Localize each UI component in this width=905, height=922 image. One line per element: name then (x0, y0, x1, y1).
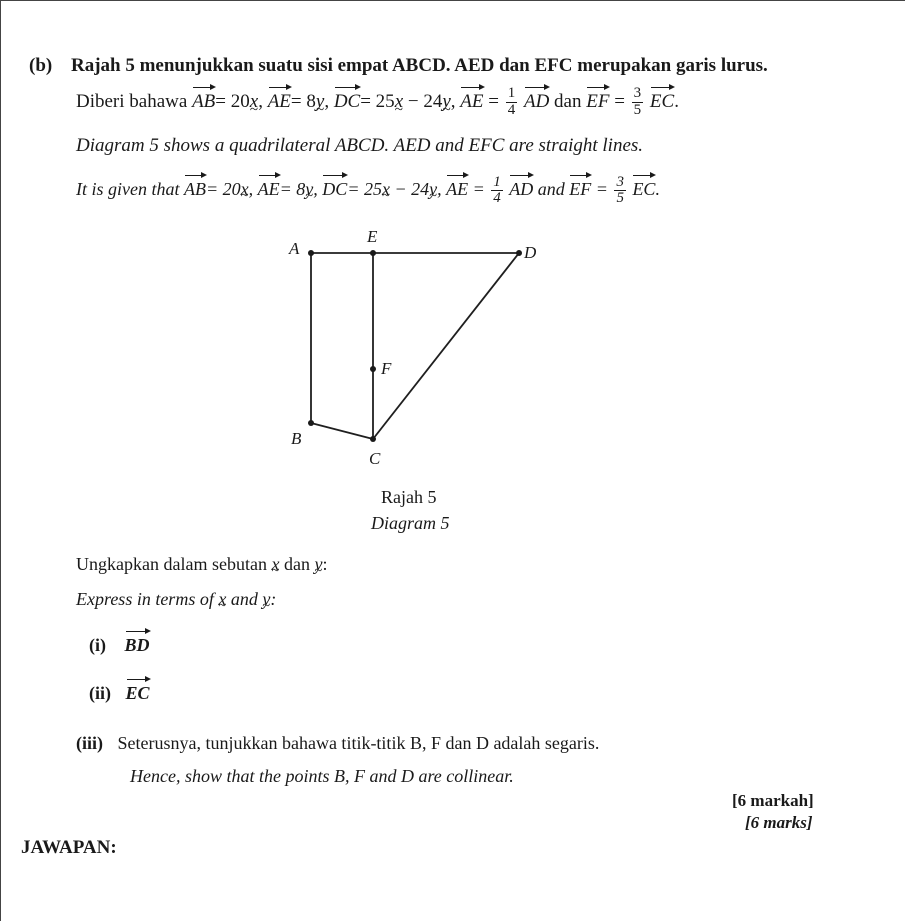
intro-en-text: Diagram 5 shows a quadrilateral ABCD. AED and EFC are straight lines. (76, 135, 644, 156)
point-c (370, 436, 376, 442)
colon: : (270, 589, 277, 609)
vector-ab: AB (192, 85, 215, 113)
var-y: y ~ (314, 554, 322, 575)
part-ii (89, 677, 150, 704)
vector-ec: EC (632, 173, 655, 200)
vector-bd: BD (125, 629, 150, 656)
minus-24: − 24 (403, 91, 443, 112)
label-f: F (381, 359, 392, 378)
equals: = (488, 91, 499, 112)
point-b (308, 420, 314, 426)
coef-dc: = 25 (360, 91, 395, 112)
express-ms (76, 554, 327, 575)
var-y: y ~ (305, 179, 313, 200)
line-dc (373, 253, 519, 439)
label-a: A (289, 239, 300, 258)
vector-ec: EC (126, 677, 150, 704)
vector-dc: DC (334, 85, 360, 113)
vector-ad: AD (524, 85, 549, 113)
part-label: (b) (29, 55, 53, 76)
vector-ad: AD (509, 173, 533, 200)
intro-ms-text: Rajah 5 menunjukkan suatu sisi empat ABCD. AED dan EFC merupakan garis lurus. (70, 55, 768, 76)
equals: = (595, 179, 608, 199)
comma: , (258, 91, 268, 112)
var-y: y ~ (429, 179, 437, 200)
var-x: x ~ (218, 589, 226, 610)
part-iii-number: (iii) (76, 733, 103, 753)
period: . (655, 179, 660, 199)
coef-ae: = 8 (290, 91, 316, 112)
fraction-three-fifths: $\frac{3}{5}$ (616, 173, 624, 207)
var-y: y ~ (262, 589, 270, 610)
express-ms-lead: Ungkapkan dalam sebutan (76, 554, 267, 574)
fraction-one-quarter: $\frac{1}{4}$ (507, 85, 516, 119)
coef-ab: = 20 (205, 179, 241, 199)
period: . (674, 91, 679, 112)
colon: : (322, 554, 328, 574)
comma: , (437, 179, 447, 199)
vector-ae: AE (446, 173, 468, 200)
var-y: y ~ (442, 91, 450, 113)
label-d: D (524, 243, 537, 262)
var-x: x ~ (271, 554, 279, 575)
point-a (308, 250, 314, 256)
part-i-number: (i) (89, 635, 106, 655)
comma: , (324, 91, 334, 112)
point-f (370, 366, 376, 372)
vector-ec: EC (650, 85, 674, 113)
vector-ef: EF (569, 173, 591, 200)
express-en (76, 589, 276, 610)
var-x: x ~ (382, 179, 390, 200)
marks-ms: [6 markah] (732, 791, 814, 810)
point-e (370, 250, 376, 256)
var-x: x ~ (250, 91, 258, 113)
vector-ae: AE (268, 85, 291, 113)
marks-en: [6 marks] (745, 813, 813, 832)
label-c: C (369, 449, 381, 468)
caption-ms: Rajah 5 (381, 487, 437, 507)
coef-ae: = 8 (279, 179, 306, 199)
part-iii-text-en: Hence, show that the points B, F and D are collinear. (130, 766, 514, 786)
point-d (516, 250, 522, 256)
part-iii-text-ms: Seterusnya, tunjukkan bahawa titik-titik B, F dan D adalah segaris. (117, 733, 600, 753)
fraction-three-fifths: $\frac{3}{5}$ (633, 85, 642, 119)
vector-ef: EF (586, 85, 609, 113)
comma: , (313, 179, 323, 199)
equals: = (614, 91, 625, 112)
given-en-conj: and (537, 179, 565, 199)
line-bc (311, 423, 373, 439)
express-en-lead: Express in terms of (76, 589, 214, 609)
coef-ab: = 20 (215, 91, 250, 112)
part-iii (76, 733, 599, 754)
answer-label: JAWAPAN: (21, 837, 117, 858)
given-ms-lead: Diberi bahawa (76, 91, 188, 112)
given-ms-conj: dan (554, 91, 582, 112)
minus-24: − 24 (389, 179, 430, 199)
given-en-lead: It is given that (76, 179, 180, 199)
label-b: B (291, 429, 302, 448)
var-y: y ~ (316, 91, 324, 113)
express-en-and: and (230, 589, 258, 609)
comma: , (248, 179, 258, 199)
var-x: x ~ (395, 91, 403, 113)
coef-dc: = 25 (347, 179, 382, 199)
equals: = (472, 179, 485, 199)
comma: , (450, 91, 461, 112)
fraction-one-quarter: $\frac{1}{4}$ (493, 173, 501, 207)
vector-ab: AB (184, 173, 206, 200)
vector-dc: DC (322, 173, 347, 200)
part-ii-number: (ii) (89, 683, 111, 703)
caption-en: Diagram 5 (371, 513, 450, 533)
label-e: E (367, 227, 378, 246)
vector-ae: AE (258, 173, 280, 200)
part-i (89, 629, 150, 656)
vector-ae: AE (460, 85, 483, 113)
express-ms-and: dan (283, 554, 310, 574)
var-x: x ~ (241, 179, 249, 200)
